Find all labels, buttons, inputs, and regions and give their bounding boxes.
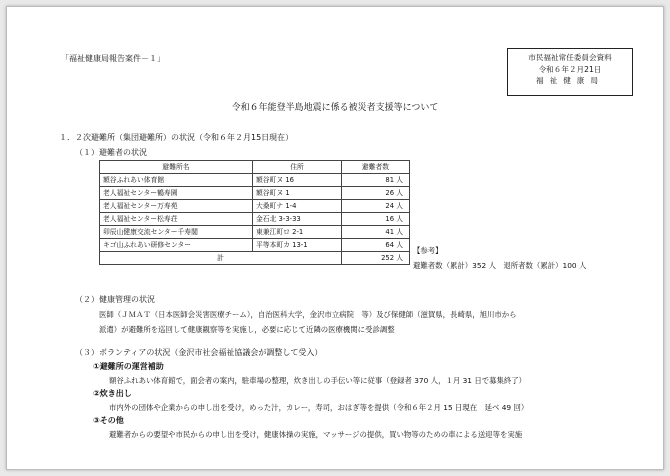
volunteer-item-label: ③その他 bbox=[93, 416, 124, 425]
volunteer-item-label: ①避難所の運営補助 bbox=[93, 362, 164, 371]
evacuee-count: 81 人 bbox=[342, 174, 410, 187]
table-row bbox=[100, 187, 410, 200]
section-1-2-heading: （２）健康管理の状況 bbox=[75, 295, 155, 304]
evacuee-count: 26 人 bbox=[342, 187, 410, 200]
shelter-name: 老人福祉センター万寿苑 bbox=[100, 200, 253, 213]
reference-label: 【参考】 bbox=[413, 246, 443, 255]
table-row bbox=[100, 174, 410, 187]
committee-line-1: 市民福祉常任委員会資料 bbox=[528, 53, 612, 62]
table-row bbox=[100, 213, 410, 226]
shelter-address: 金石北 3-3-33 bbox=[253, 213, 342, 226]
table-row bbox=[100, 239, 410, 252]
evacuee-count: 41 人 bbox=[342, 226, 410, 239]
table-header-row bbox=[100, 161, 410, 174]
column-header-address: 住所 bbox=[253, 161, 342, 174]
section-1-3-heading: （３）ボランティアの状況（金沢市社会福祉協議会が調整して受入） bbox=[75, 348, 323, 357]
table-total-row bbox=[100, 252, 410, 265]
shelter-address: 平等本町カ 13-1 bbox=[253, 239, 342, 252]
document-page bbox=[6, 6, 664, 470]
shelter-name: 老人福祉センター松寿荘 bbox=[100, 213, 253, 226]
shelter-name: 卯辰山健康交流センター千寿閣 bbox=[100, 226, 253, 239]
total-count: 252 人 bbox=[342, 252, 410, 265]
committee-date: 令和６年２月21日 bbox=[538, 64, 602, 74]
volunteer-item-text: 市内外の団体や企業からの申し出を受け，めった汁，カレー，寿司，おはぎ等を提供（令和６年２月 15 日現在 延べ 49 回） bbox=[109, 403, 529, 412]
report-label: 「福祉健康局報告案件－１」 bbox=[61, 54, 165, 63]
committee-bureau: 福祉健康局 bbox=[536, 76, 604, 85]
table-row bbox=[100, 200, 410, 213]
shelter-address: 額谷町ヌ 16 bbox=[253, 174, 342, 187]
shelter-name: 老人福祉センター鶴寿園 bbox=[100, 187, 253, 200]
evacuee-count: 24 人 bbox=[342, 200, 410, 213]
committee-box bbox=[507, 48, 633, 96]
column-header-shelter: 避難所名 bbox=[100, 161, 253, 174]
volunteer-item-label: ②炊き出し bbox=[93, 389, 132, 398]
section-1-heading: １．２次避難所（集団避難所）の状況（令和６年２月15日現在） bbox=[59, 133, 294, 142]
health-body-line-2: 派遣）が避難所を巡回して健康観察等を実施し，必要に応じて近隣の医療機関に受診調整 bbox=[99, 325, 395, 334]
shelter-address: 大桑町ナ 1-4 bbox=[253, 200, 342, 213]
column-header-count: 避難者数 bbox=[342, 161, 410, 174]
page-title: 令和６年能登半島地震に係る被災者支援等について bbox=[231, 103, 439, 113]
shelter-address: 東兼江町ロ 2-1 bbox=[253, 226, 342, 239]
evacuee-table bbox=[99, 160, 410, 265]
volunteer-item-text: 額谷ふれあい体育館で，面会者の案内，駐車場の整理，炊き出しの手伝い等に従事（登録者 370 人，１月 31 日で募集終了） bbox=[109, 376, 527, 385]
section-1-1-heading: （１）避難者の状況 bbox=[75, 148, 147, 157]
evacuee-count: 64 人 bbox=[342, 239, 410, 252]
shelter-name: 額谷ふれあい体育館 bbox=[100, 174, 253, 187]
shelter-address: 額谷町ヌ 1 bbox=[253, 187, 342, 200]
evacuee-count: 16 人 bbox=[342, 213, 410, 226]
table-row bbox=[100, 226, 410, 239]
health-body-line-1: 医師（ＪＭＡＴ（日本医師会災害医療チーム），自治医科大学，金沢市立病院 等）及び保健師（滋賀県，長崎県，旭川市から bbox=[99, 310, 517, 319]
shelter-name: キゴ山ふれあい研修センター bbox=[100, 239, 253, 252]
volunteer-item-text: 避難者からの要望や市民からの申し出を受け，健康体操の実施，マッサージの提供，買い物等のための車による送迎等を実施 bbox=[109, 430, 523, 439]
reference-text: 避難者数（累計）352 人 退所者数（累計）100 人 bbox=[413, 261, 587, 270]
total-label: 計 bbox=[100, 252, 342, 265]
